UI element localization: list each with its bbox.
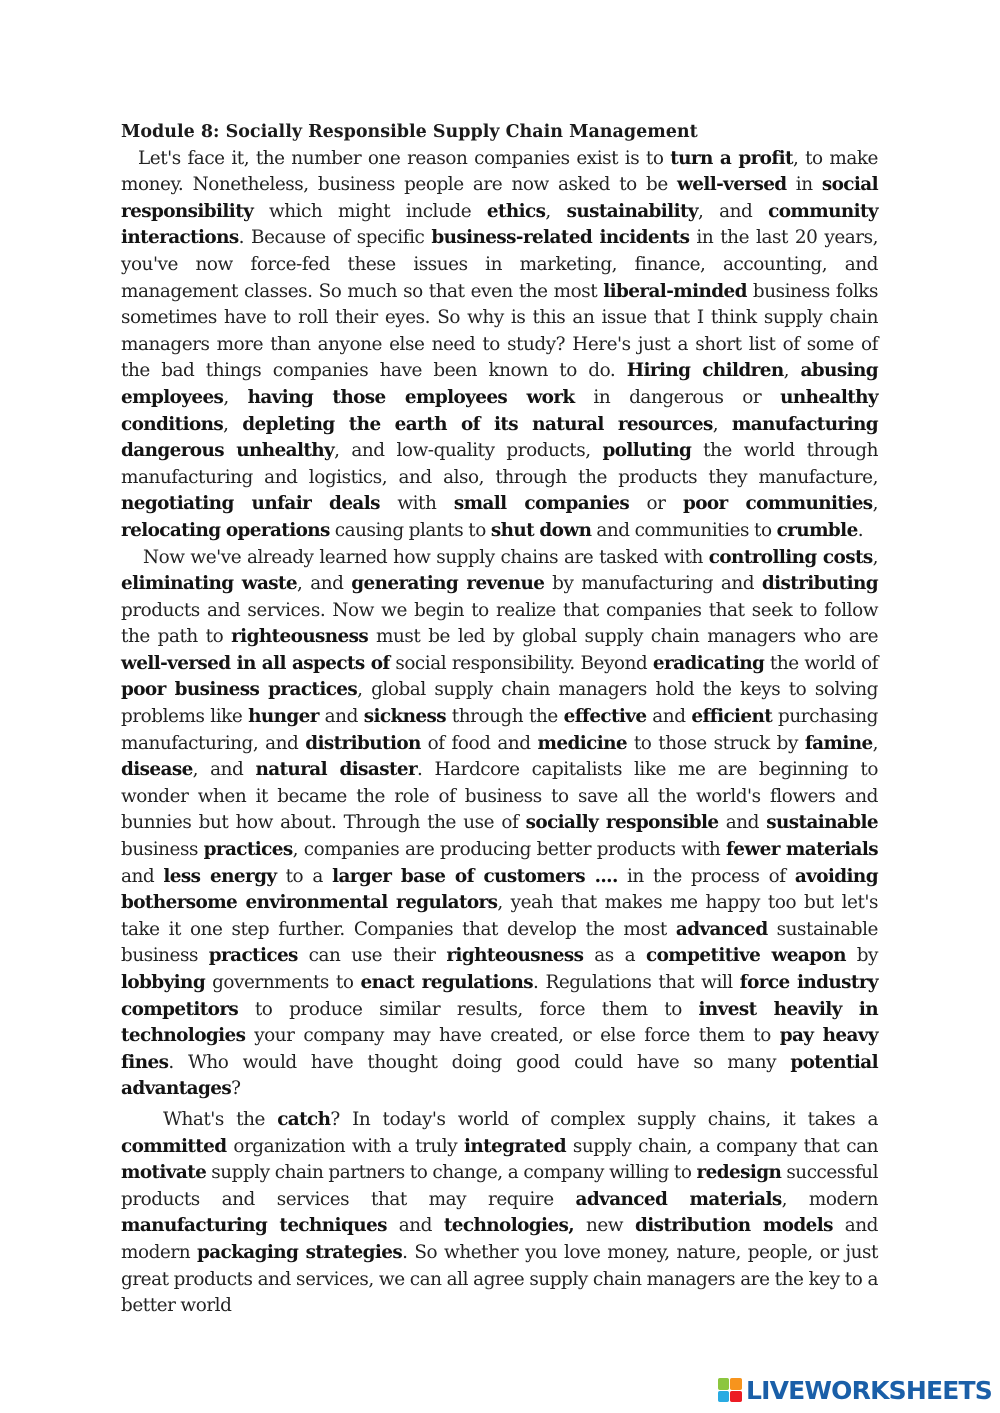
text-run: , — [712, 413, 732, 435]
text-run: , and — [697, 200, 769, 222]
bold-phrase: righteousness — [446, 945, 584, 967]
text-run: , — [223, 386, 248, 408]
bold-phrase: potential advantages — [121, 1051, 878, 1100]
bold-phrase: avoiding bothersome environmental regulators — [121, 865, 878, 914]
bold-phrase: distribution — [305, 732, 421, 754]
bold-phrase: small companies — [453, 493, 630, 515]
bold-phrase: eradicating — [652, 652, 765, 674]
bold-phrase: natural disaster — [255, 759, 418, 781]
bold-phrase: depleting the earth of its natural resources — [242, 413, 713, 435]
text-run: which might include — [253, 200, 487, 222]
bold-phrase: abusing employees — [121, 360, 878, 408]
logo-tile — [718, 1378, 730, 1390]
bold-phrase: business-related incidents — [431, 227, 690, 249]
bold-phrase: packaging strategies — [196, 1241, 403, 1263]
bold-phrase: practices — [203, 839, 293, 861]
bold-phrase: distribution models — [635, 1215, 833, 1237]
text-run: , — [545, 200, 567, 222]
text-run: and communities to — [591, 519, 777, 541]
bold-phrase: lobbying — [121, 972, 206, 993]
bold-phrase: efficient — [691, 706, 773, 728]
text-run: . Regulations that will — [533, 972, 740, 993]
text-run: can use their — [297, 945, 447, 967]
text-run: purchasing manufacturing, and — [121, 706, 878, 754]
text-run: , yeah that makes me happy too but let's take it one step further. Companies that develop the most — [121, 892, 878, 940]
paragraph — [121, 146, 878, 545]
logo-tile — [730, 1378, 742, 1390]
bold-phrase: enact regulations — [360, 972, 534, 993]
document-page — [121, 119, 878, 1320]
text-run: and — [718, 812, 767, 834]
bold-phrase: catch — [277, 1108, 331, 1130]
liveworksheets-logo — [718, 1376, 992, 1404]
bold-phrase: poor communities — [682, 493, 873, 515]
liveworksheets-logo-icon — [718, 1378, 742, 1402]
bold-phrase: integrated — [463, 1135, 567, 1157]
text-run: . Because of specific — [238, 227, 432, 249]
bold-phrase: unhealthy conditions — [121, 386, 878, 435]
text-run: , and — [192, 759, 256, 781]
bold-phrase: Hiring children — [626, 360, 784, 382]
text-run: ? In today's world of complex supply chains, it takes a — [330, 1108, 878, 1130]
bold-phrase: disease — [121, 759, 193, 781]
text-run: . Who would have thought doing good could have so many — [168, 1051, 791, 1073]
text-run: What's the — [163, 1108, 278, 1130]
text-run: , modern — [781, 1188, 879, 1210]
text-run: new — [574, 1215, 635, 1237]
text-run: , — [872, 732, 878, 754]
bold-phrase: well-versed in all aspects of — [121, 652, 390, 674]
text-run: supply chain partners to change, a company willing to — [206, 1162, 697, 1184]
bold-phrase: turn a profit — [670, 147, 793, 169]
text-run: , and low-quality products, — [334, 440, 603, 462]
logo-tile — [730, 1391, 742, 1403]
text-run: , — [872, 493, 878, 515]
bold-phrase: pay heavy fines — [121, 1025, 878, 1073]
bold-phrase: generating revenue — [351, 573, 545, 595]
logo-tile — [718, 1391, 730, 1403]
text-run: to a — [276, 865, 333, 887]
text-run: in the last 20 years, you've now force-fed these issues in marketing, finance, accounting, and management classes. So much so that even the most — [121, 227, 878, 302]
text-run: of food and — [420, 732, 538, 754]
text-run: , to make money. Nonetheless, business people are now asked to be — [121, 147, 878, 196]
bold-phrase: eliminating waste — [121, 573, 298, 595]
bold-phrase: motivate — [121, 1162, 207, 1184]
bold-phrase: poor business practices — [121, 679, 358, 701]
text-run: and — [318, 706, 364, 728]
text-run: and — [646, 706, 692, 728]
bold-phrase: community interactions — [121, 200, 878, 249]
bold-phrase: practices — [208, 945, 298, 967]
text-run: as a — [583, 945, 647, 967]
bold-phrase: hunger — [248, 706, 319, 728]
text-run: , companies are producing better products with — [292, 839, 726, 861]
text-run: . — [857, 519, 864, 541]
bold-phrase: liberal-minded — [603, 280, 747, 302]
text-run: , global supply chain managers hold the keys to solving problems like — [121, 679, 878, 728]
text-run: through the — [445, 706, 564, 728]
text-run: , and — [297, 573, 352, 595]
text-run: governments to — [205, 972, 361, 993]
bold-phrase: ethics — [486, 200, 546, 222]
text-run: , — [223, 413, 243, 435]
text-run: Now we've already learned how supply chains are tasked with — [143, 546, 709, 568]
bold-phrase: redesign — [696, 1162, 782, 1184]
paragraph — [121, 545, 878, 1103]
text-run: must be led by global supply chain managers who are — [368, 626, 879, 648]
text-run: the world of — [764, 652, 878, 674]
text-run: organization with a truly — [226, 1135, 464, 1157]
bold-phrase: negotiating unfair deals — [121, 493, 380, 515]
bold-phrase: social responsibility — [121, 174, 878, 222]
bold-phrase: famine — [804, 732, 873, 754]
text-run: products and services. Now we begin to realize that companies that seek to follow the path to — [121, 599, 878, 648]
text-run: Let's face it, the number one reason companies exist is to — [138, 147, 671, 169]
bold-phrase: crumble — [776, 519, 858, 541]
text-run: in — [786, 174, 822, 196]
text-run: and — [386, 1215, 444, 1237]
text-run: sustainable business — [121, 918, 878, 967]
bold-phrase: larger base of customers .... — [332, 865, 618, 887]
text-run: . Hardcore capitalists like me are beginning to wonder when it became the role of business to save all the world's flowers and bunnies but how about. Through the use of — [121, 759, 878, 834]
text-run: by — [845, 945, 878, 967]
text-run: and — [121, 865, 164, 887]
bold-phrase: sustainable — [766, 812, 878, 834]
text-run: the world through manufacturing and logistics, and also, through the products they manufacture, — [121, 440, 878, 488]
liveworksheets-logo-text: LIVEWORKSHEETS — [745, 1375, 992, 1405]
text-run: to those struck by — [626, 732, 805, 754]
text-run: to produce similar results, force them to — [238, 998, 699, 1020]
text-run: , — [783, 360, 801, 382]
document-title: Module 8: Socially Responsible Supply Chain Management — [121, 122, 698, 142]
bold-phrase: sustainability — [566, 200, 698, 222]
bold-phrase: manufacturing dangerous unhealthy — [121, 413, 878, 462]
bold-phrase: shut down — [490, 519, 592, 541]
bold-phrase: socially responsible — [525, 812, 719, 834]
bold-phrase: medicine — [537, 732, 627, 754]
bold-phrase: competitive weapon — [646, 945, 846, 967]
bold-phrase: technologies, — [443, 1215, 575, 1237]
text-run: business — [121, 839, 204, 861]
text-run: , — [872, 546, 878, 568]
bold-phrase: force industry competitors — [121, 972, 878, 1020]
bold-phrase: committed — [121, 1135, 227, 1157]
text-run: business folks sometimes have to roll their eyes. So why is this an issue that I think supply chain managers more than anyone else need to study? Here's just a short list of some of the bad things companies have been known to do. — [121, 280, 878, 382]
bold-phrase: righteousness — [231, 626, 369, 648]
text-run: in the process of — [617, 865, 795, 887]
bold-phrase: sickness — [363, 706, 446, 728]
paragraph — [121, 1107, 878, 1320]
text-run: social responsibility. Beyond — [389, 652, 653, 674]
text-run: causing plants to — [329, 519, 491, 541]
text-run: ? — [231, 1078, 241, 1100]
bold-phrase: fewer materials — [725, 839, 879, 861]
bold-phrase: effective — [563, 706, 647, 728]
bold-phrase: less energy — [163, 865, 277, 887]
bold-phrase: advanced materials — [575, 1188, 782, 1210]
text-run: by manufacturing and — [544, 573, 762, 595]
text-run: or — [629, 493, 683, 515]
text-run: with — [379, 493, 454, 515]
text-run: successful products and services that may require — [121, 1162, 878, 1210]
bold-phrase: polluting — [602, 440, 692, 462]
bold-phrase: controlling costs — [708, 546, 873, 568]
bold-phrase: well-versed — [677, 174, 787, 196]
bold-phrase: advanced — [675, 918, 768, 940]
text-run: your company may have created, or else force them to — [245, 1025, 780, 1047]
text-run: and modern — [121, 1215, 878, 1263]
text-run: supply chain, a company that can — [566, 1135, 878, 1157]
bold-phrase: manufacturing techniques — [121, 1215, 387, 1237]
text-run: . So whether you love money, nature, people, or just great products and services, we can all agree supply chain managers are the key to a better world — [121, 1241, 878, 1317]
text-run: in dangerous or — [574, 386, 781, 408]
bold-phrase: having those employees work — [247, 386, 575, 408]
bold-phrase: invest heavily in technologies — [121, 998, 878, 1047]
bold-phrase: distributing — [761, 573, 878, 595]
bold-phrase: relocating operations — [121, 519, 330, 541]
